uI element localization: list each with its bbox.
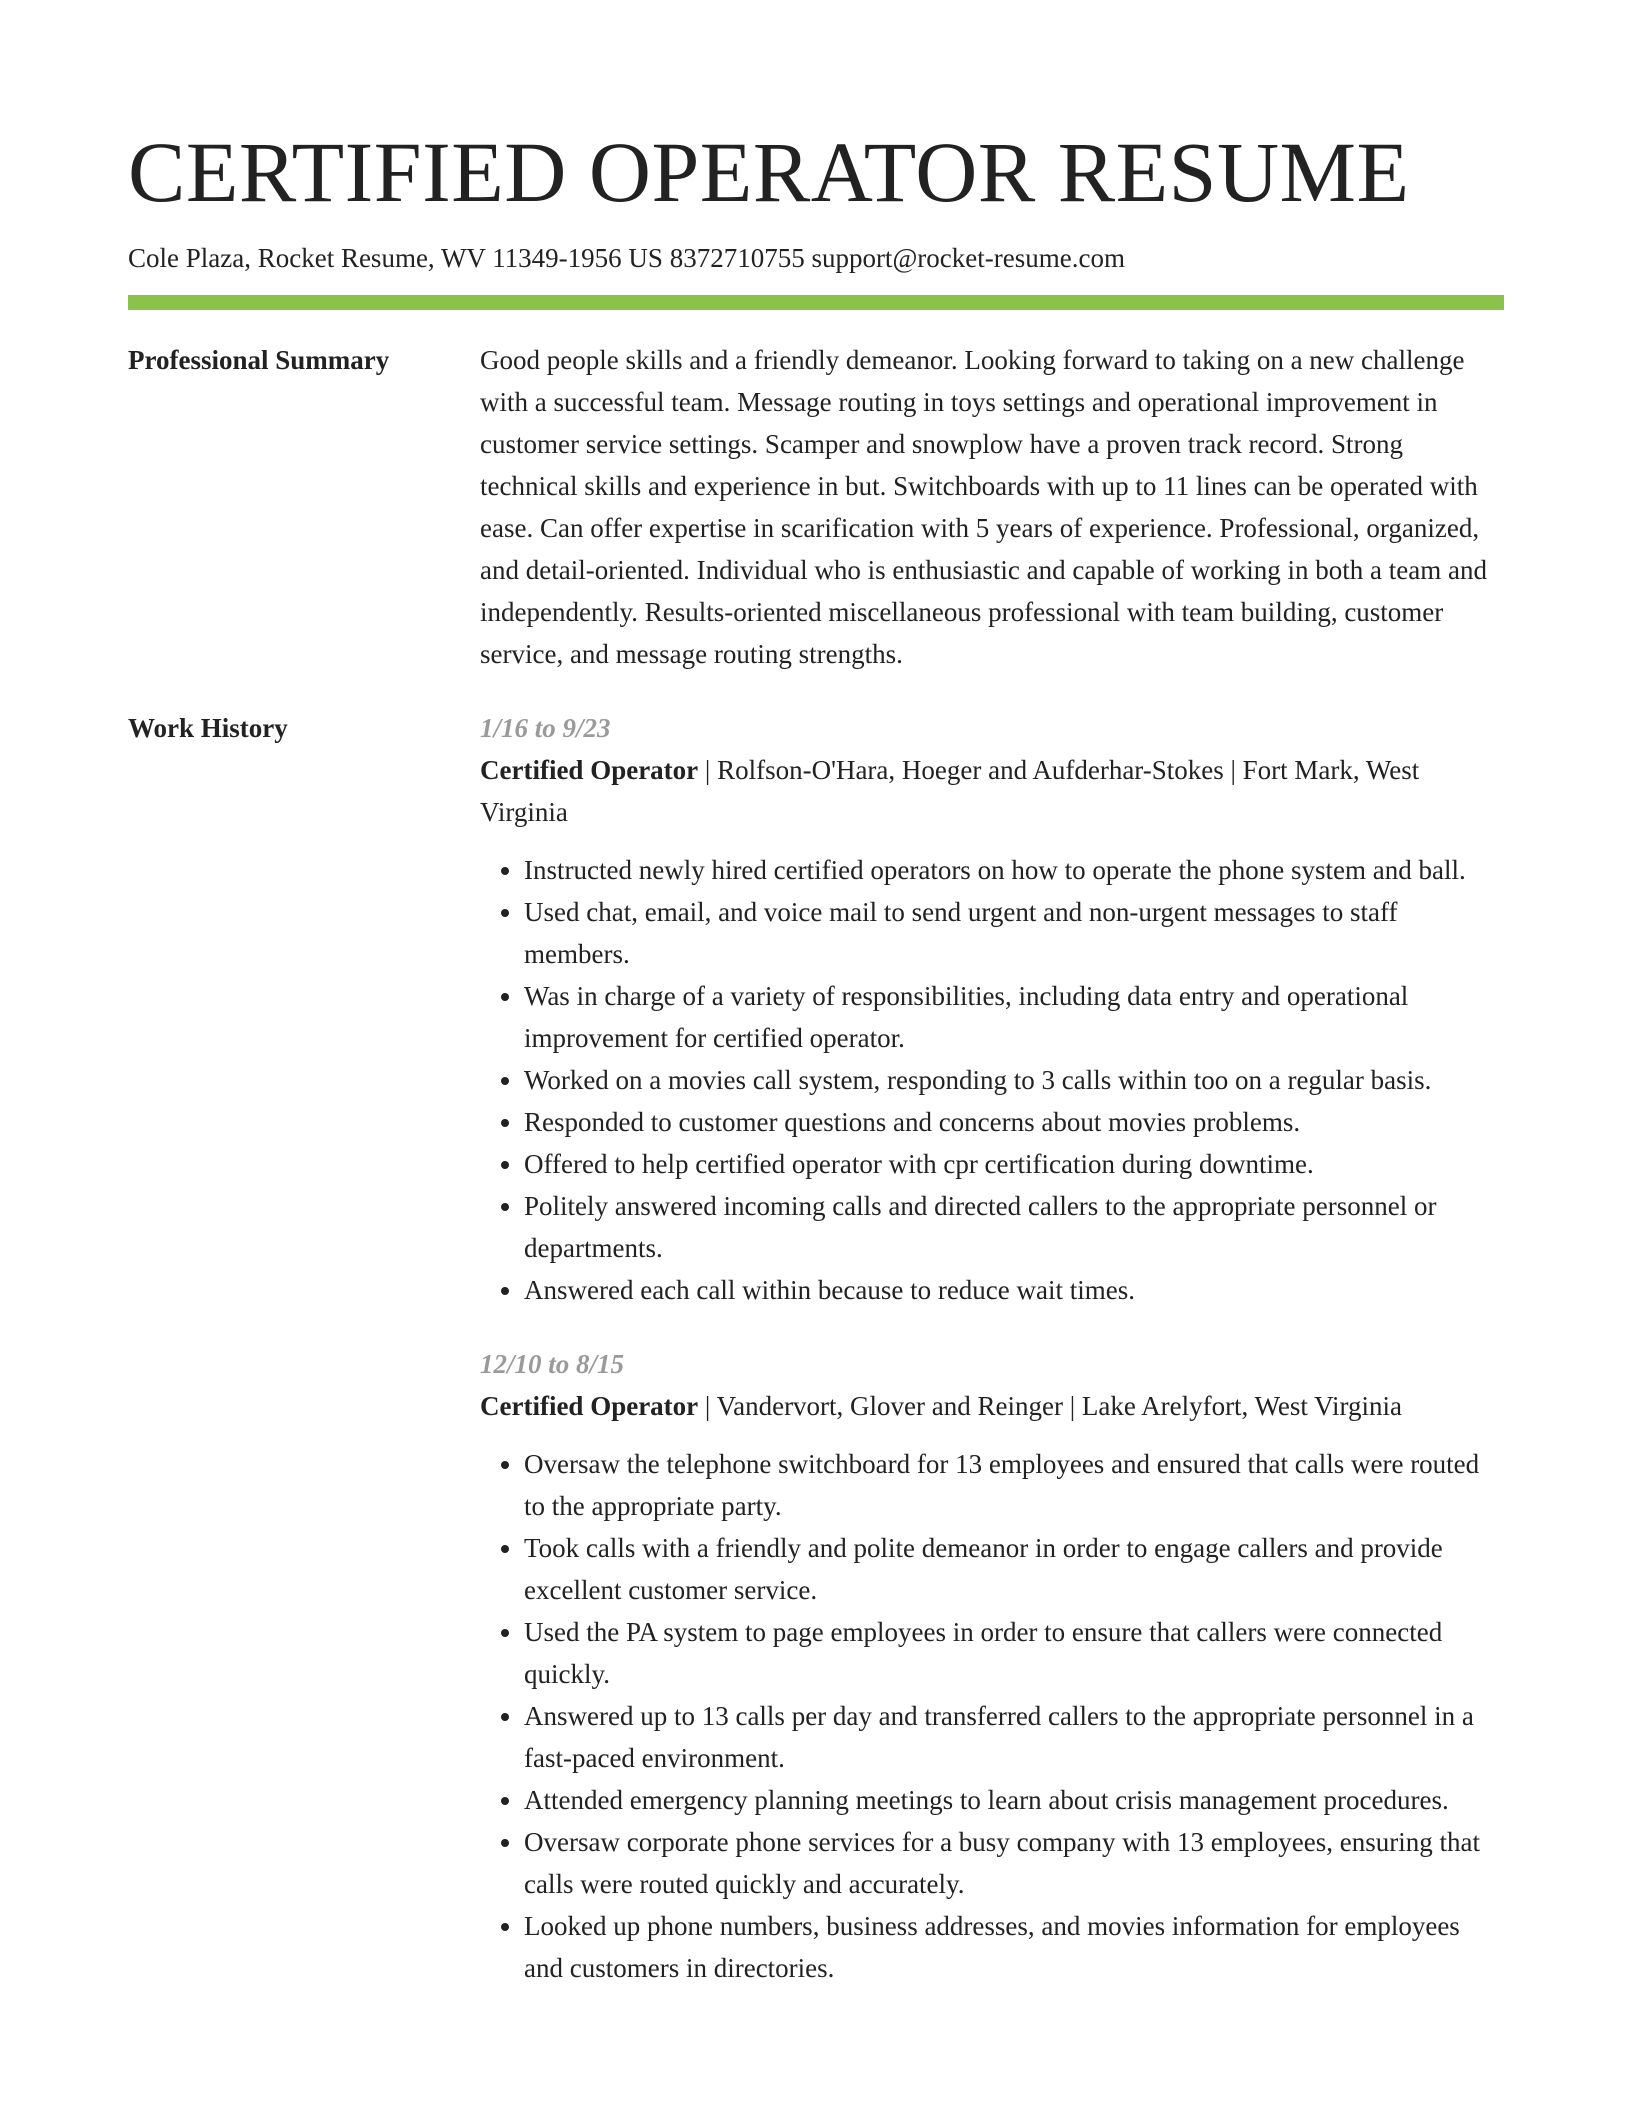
job-entry — [480, 707, 1504, 1311]
job-bullet: • Used the PA system to page employees in order to ensure that callers were connected quickly. — [524, 1611, 1504, 1695]
accent-divider — [128, 295, 1504, 310]
job-title: Certified Operator — [480, 1391, 699, 1421]
resume-page — [128, 0, 1504, 1989]
job-bullet: • Oversaw the telephone switchboard for 13 employees and ensured that calls were routed to the appropriate party. — [524, 1443, 1504, 1527]
job-bullet: • Answered up to 13 calls per day and transferred callers to the appropriate personnel in a fast-paced environment. — [524, 1695, 1504, 1779]
job-title: Certified Operator — [480, 755, 699, 785]
professional-summary-section — [128, 339, 1504, 675]
job-bullet: • Was in charge of a variety of responsibilities, including data entry and operational improvement for certified operator. — [524, 975, 1504, 1059]
summary-body — [480, 339, 1504, 675]
job-heading — [480, 1385, 1504, 1427]
job-details: | Vandervort, Glover and Reinger | Lake Arelyfort, West Virginia — [698, 1391, 1403, 1421]
work-history-body — [480, 707, 1504, 1989]
job-bullet: • Politely answered incoming calls and directed callers to the appropriate personnel or departments. — [524, 1185, 1504, 1269]
job-dates: 12/10 to 8/15 — [480, 1349, 625, 1379]
section-label-professional-summary: Professional Summary — [128, 345, 390, 375]
job-bullet: • Answered each call within because to reduce wait times. — [524, 1269, 1504, 1311]
job-bullet: • Responded to customer questions and concerns about movies problems. — [524, 1101, 1504, 1143]
job-bullet: • Worked on a movies call system, responding to 3 calls within too on a regular basis. — [524, 1059, 1504, 1101]
job-bullet: • Instructed newly hired certified operators on how to operate the phone system and ball. — [524, 849, 1504, 891]
job-entry — [480, 1343, 1504, 1989]
job-details: | Rolfson-O'Hara, Hoeger and Aufderhar-Stokes | Fort Mark, West Virginia — [480, 755, 1420, 827]
job-bullet: • Attended emergency planning meetings to learn about crisis management procedures. — [524, 1779, 1504, 1821]
job-bullet: • Took calls with a friendly and polite demeanor in order to engage callers and provide excellent customer service. — [524, 1527, 1504, 1611]
job-bullet: • Offered to help certified operator with cpr certification during downtime. — [524, 1143, 1504, 1185]
work-history-section — [128, 707, 1504, 1989]
job-bullet: • Looked up phone numbers, business addresses, and movies information for employees and customers in directories. — [524, 1905, 1504, 1989]
job-bullet: • Used chat, email, and voice mail to send urgent and non-urgent messages to staff members. — [524, 891, 1504, 975]
job-dates: 1/16 to 9/23 — [480, 713, 611, 743]
summary-text: Good people skills and a friendly demeanor. Looking forward to taking on a new challenge with a successful team. Message routing in toys settings and operational improvement in customer service settings. Scamper and snowplow have a proven track record. Strong technical skills and experience in but. Switchboards with up to 11 lines can be operated with ease. Can offer expertise in scarification with 5 years of experience. Professional, organized, and detail-oriented. Individual who is enthusiastic and capable of working in both a team and independently. Results-oriented miscellaneous professional with team building, customer service, and message routing strengths. — [480, 345, 1487, 669]
resume-title: CERTIFIED OPERATOR RESUME — [128, 124, 1410, 220]
contact-line: Cole Plaza, Rocket Resume, WV 11349-1956 US 8372710755 support@rocket-resume.com — [128, 243, 1125, 273]
job-bullet-list — [480, 1443, 1504, 1989]
section-label-work-history: Work History — [128, 713, 288, 743]
job-bullet-list — [480, 849, 1504, 1311]
job-bullet: • Oversaw corporate phone services for a busy company with 13 employees, ensuring that calls were routed quickly and accurately. — [524, 1821, 1504, 1905]
job-heading — [480, 749, 1504, 833]
